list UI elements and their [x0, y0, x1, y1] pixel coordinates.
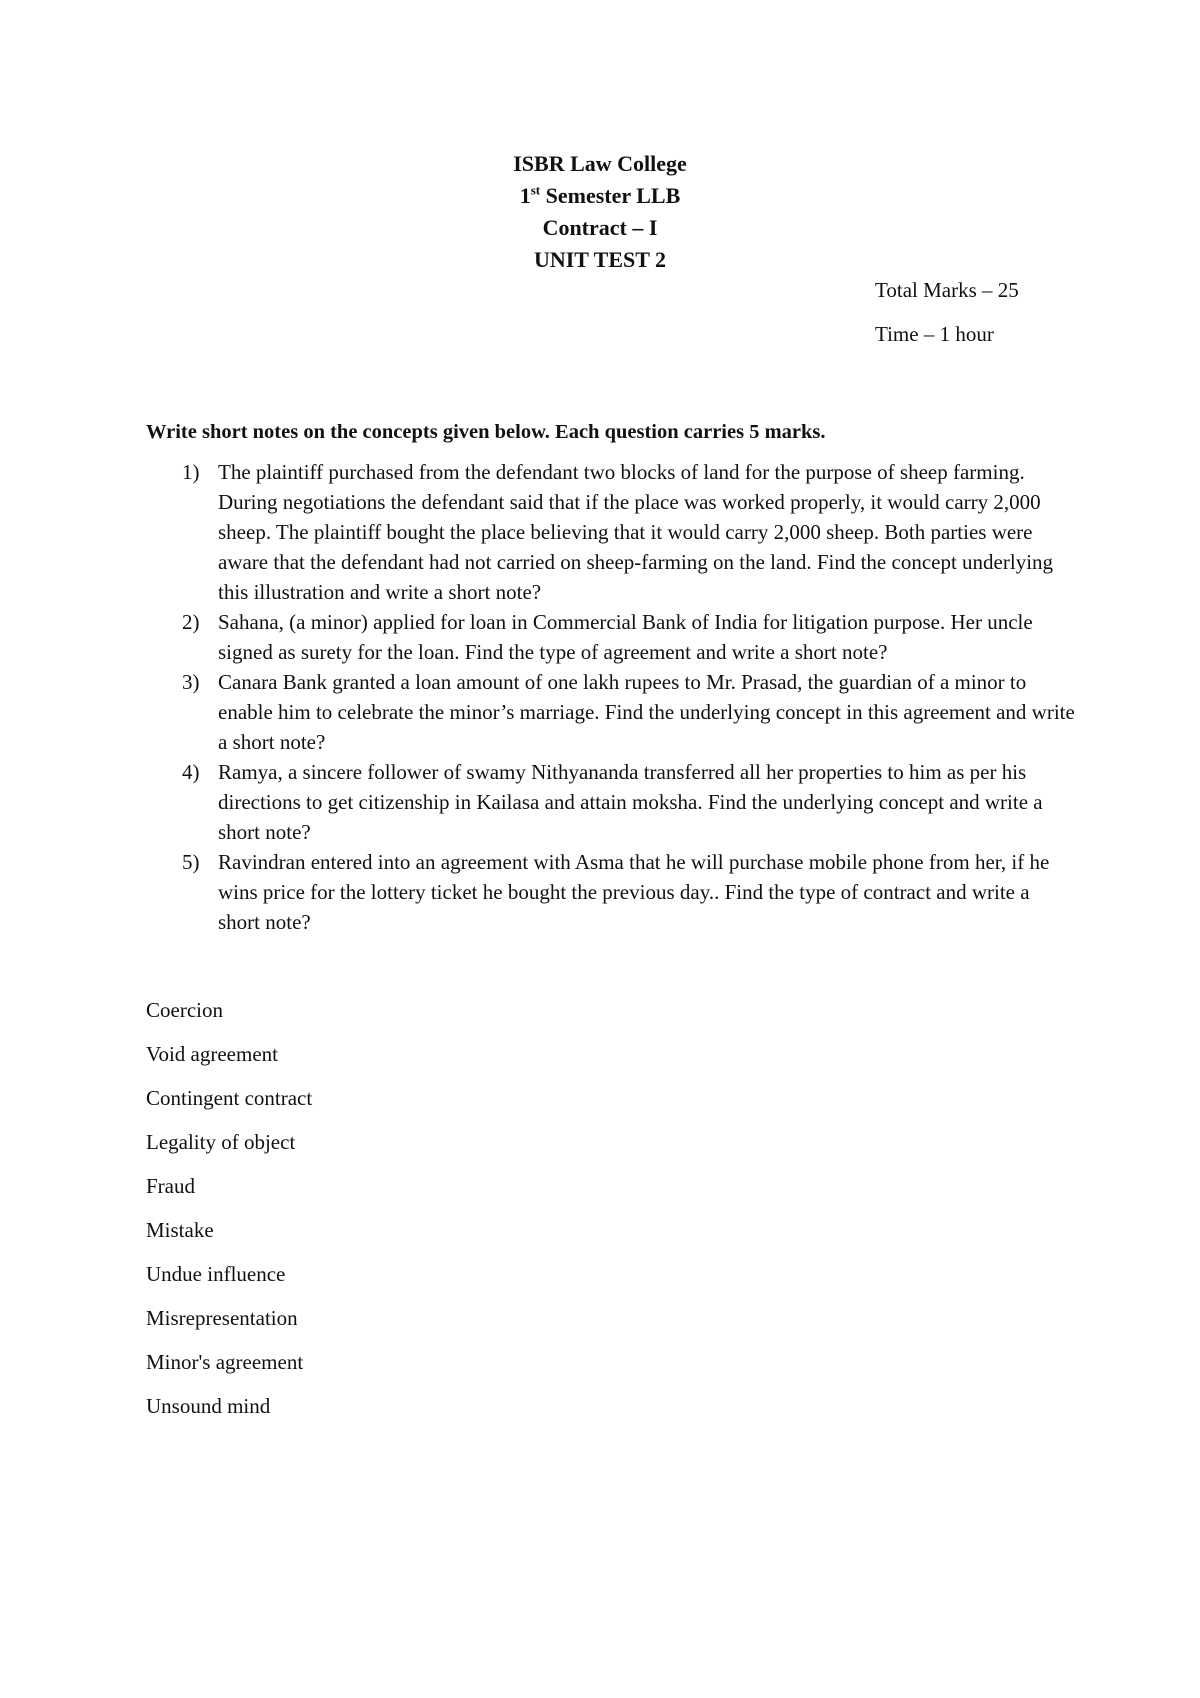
- question-number: 2): [182, 610, 200, 634]
- question-item: [146, 607, 1076, 667]
- concept-item: Mistake: [146, 1218, 214, 1242]
- question-number: 5): [182, 850, 200, 874]
- concept-item: Legality of object: [146, 1130, 296, 1154]
- question-list: [146, 457, 1076, 937]
- concept-item: Undue influence: [146, 1262, 286, 1286]
- question-text: Ravindran entered into an agreement with Asma that he will purchase mobile phone from her, if he wins price for the lottery ticket he bought the previous day.. Find the type of contract and write a short note?: [218, 850, 1050, 934]
- concept-item: Fraud: [146, 1174, 195, 1198]
- college-name: ISBR Law College: [513, 151, 687, 176]
- document-header: [0, 148, 1200, 276]
- exam-meta: [875, 276, 1019, 364]
- semester-number: 1: [519, 183, 531, 208]
- question-number: 4): [182, 760, 200, 784]
- question-item: [146, 667, 1076, 757]
- question-item: [146, 757, 1076, 847]
- concept-list: [146, 996, 312, 1436]
- concept-item: Unsound mind: [146, 1394, 271, 1418]
- concept-item: Coercion: [146, 998, 223, 1022]
- question-number: 3): [182, 670, 200, 694]
- question-text: Sahana, (a minor) applied for loan in Commercial Bank of India for litigation purpose. Her uncle signed as surety for the loan. Find the type of agreement and write a short note?: [218, 610, 1033, 664]
- question-text: Ramya, a sincere follower of swamy Nithyananda transferred all her properties to him as per his directions to get citizenship in Kailasa and attain moksha. Find the underlying concept and write a short note?: [218, 760, 1043, 844]
- concept-item: Minor's agreement: [146, 1350, 304, 1374]
- question-item: [146, 457, 1076, 607]
- time-allowed: Time – 1 hour: [875, 322, 994, 346]
- test-title: UNIT TEST 2: [533, 247, 667, 272]
- question-number: 1): [182, 460, 200, 484]
- semester-suffix: st: [530, 182, 541, 198]
- concept-item: Void agreement: [146, 1042, 278, 1066]
- concept-item: Misrepresentation: [146, 1306, 298, 1330]
- semester-line: [0, 180, 1200, 212]
- instruction-text: Write short notes on the concepts given below. Each question carries 5 marks.: [146, 421, 826, 443]
- question-item: [146, 847, 1076, 937]
- question-text: The plaintiff purchased from the defendant two blocks of land for the purpose of sheep farming. During negotiations the defendant said that if the place was worked properly, it would carry 2,000 sheep. The plaintiff bought the place believing that it would carry 2,000 sheep. Both parties were aware that the defendant had not carried on sheep-farming on the land. Find the concept underlying this illustration and write a short note?: [218, 460, 1054, 604]
- concept-item: Contingent contract: [146, 1086, 313, 1110]
- question-text: Canara Bank granted a loan amount of one lakh rupees to Mr. Prasad, the guardian of a minor to enable him to celebrate the minor’s marriage. Find the underlying concept in this agreement and write a short note?: [218, 670, 1075, 754]
- semester-text: Semester LLB: [540, 183, 681, 208]
- subject-title: Contract – I: [542, 215, 658, 240]
- total-marks: Total Marks – 25: [875, 278, 1019, 302]
